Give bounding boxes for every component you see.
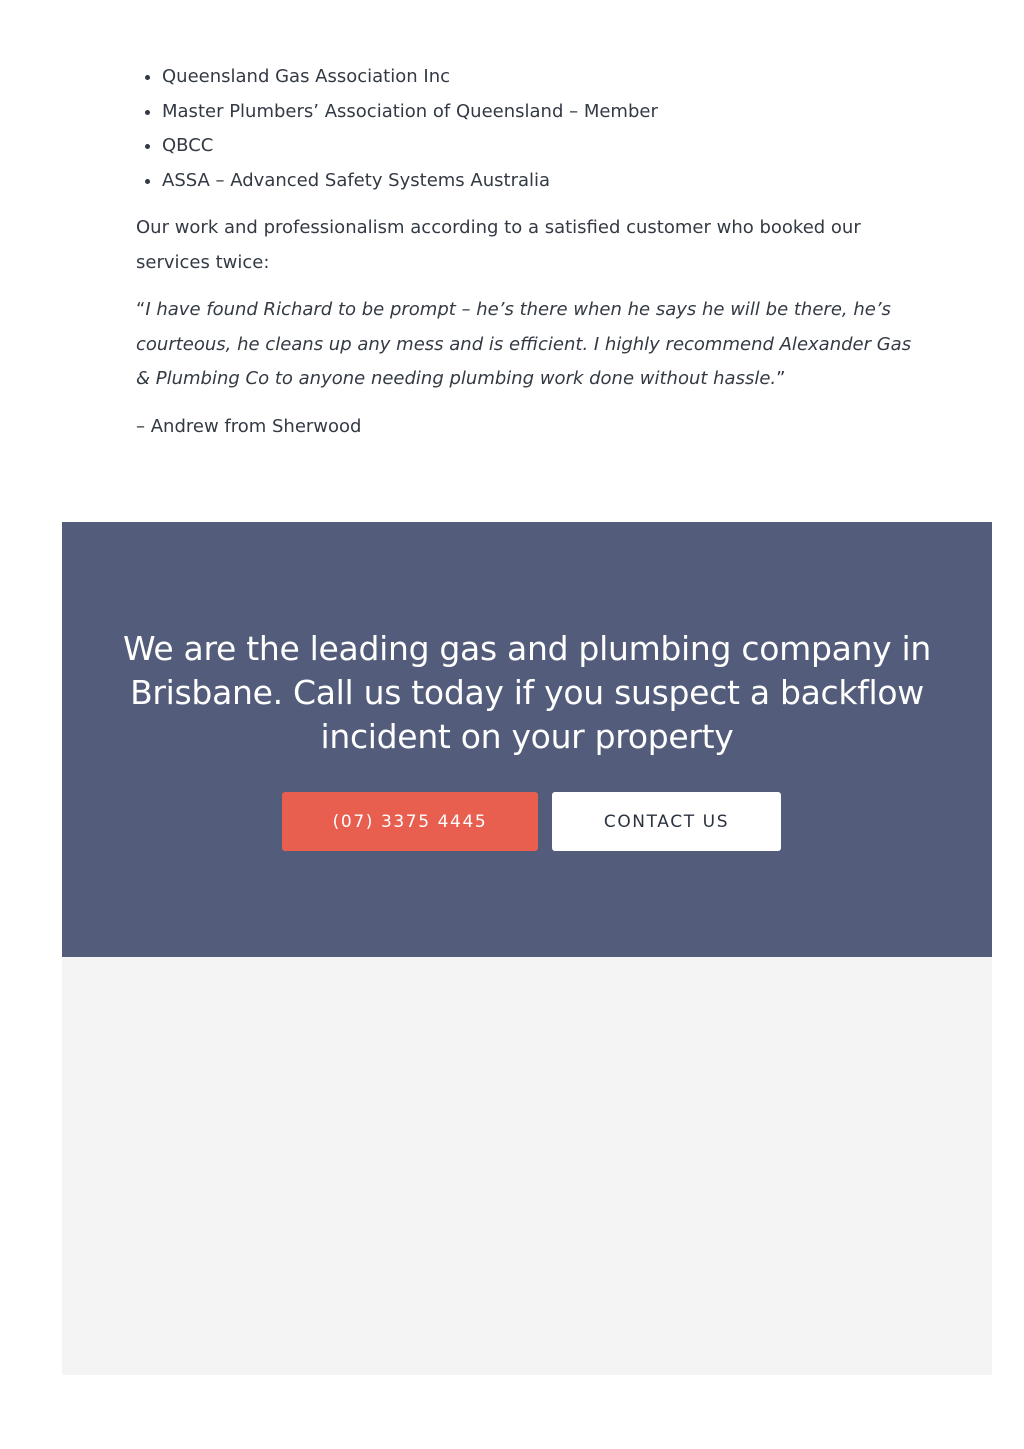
article-content — [136, 60, 926, 444]
cta-heading: We are the leading gas and plumbing company in Brisbane. Call us today if you suspect a backflow incident on your property — [122, 629, 932, 756]
testimonial-text: I have found Richard to be prompt – he’s there when he says he will be there, he’s courteous, he cleans up any mess and is efficient. I highly recommend Alexander Gas & Plumbing Co to anyone needing plumbing work done without hassle. — [136, 299, 912, 389]
testimonial-quote — [136, 293, 926, 397]
phone-button[interactable]: (07) 3375 4445 — [282, 792, 538, 851]
list-item: • ASSA – Advanced Safety Systems Australia — [162, 164, 926, 199]
open-quote: “ — [136, 299, 146, 320]
testimonial-author: – Andrew from Sherwood — [136, 415, 362, 437]
map-placeholder-panel — [62, 957, 992, 1375]
contact-us-button[interactable]: CONTACT US — [552, 792, 781, 851]
list-item: • Master Plumbers’ Association of Queensland – Member — [162, 95, 926, 130]
cta-banner — [62, 522, 992, 957]
list-item: • Queensland Gas Association Inc — [162, 60, 926, 95]
list-item: • QBCC — [162, 129, 926, 164]
membership-list — [136, 60, 926, 198]
intro-paragraph: Our work and professionalism according to a satisfied customer who booked our services twice: — [136, 217, 861, 273]
close-quote: ” — [776, 368, 786, 389]
